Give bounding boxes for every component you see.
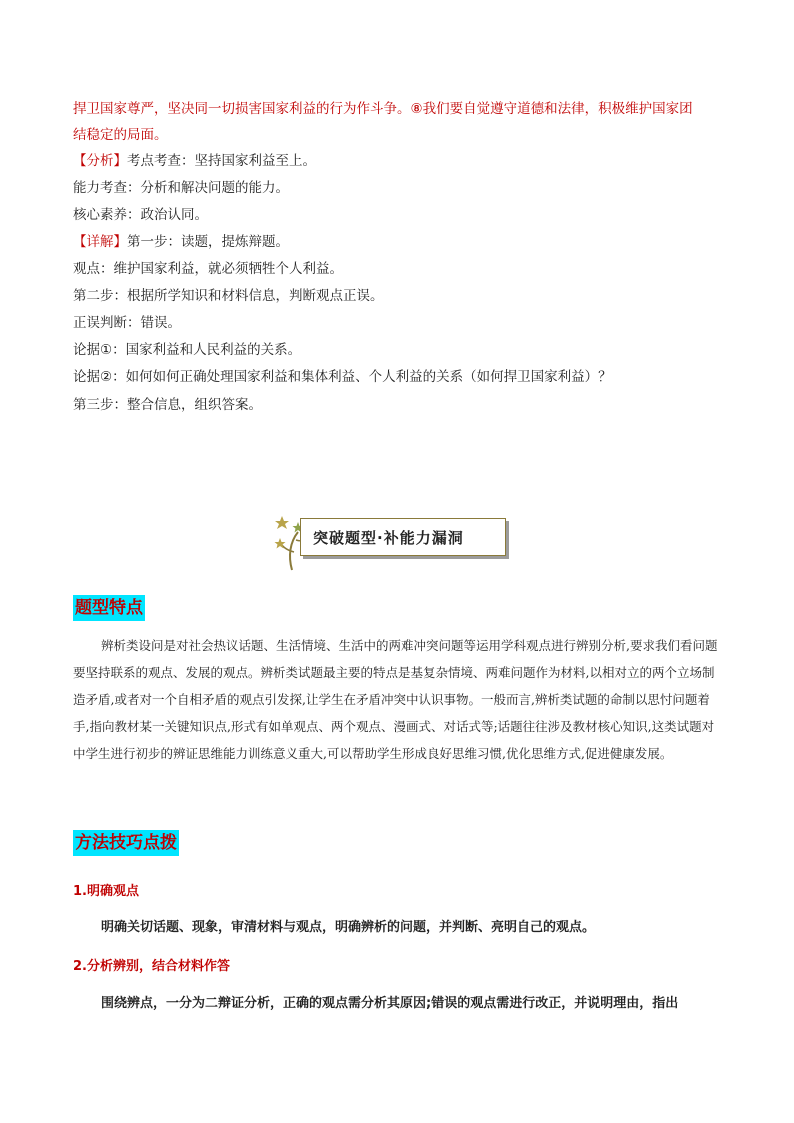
viewpoint-line: 观点：维护国家利益，就必须牺牲个人利益。 — [73, 261, 343, 277]
item-text: 明确关切话题、现象，审清材料与观点，明确辨析的问题，并判断、亮明自己的观点。 — [101, 920, 596, 935]
ability-line: 能力考查：分析和解决问题的能力。 — [73, 180, 289, 196]
banner-box — [300, 518, 506, 556]
text-line: 捍卫国家尊严，坚决同一切损害国家利益的行为作斗争。⑧我们要自觉遵守道德和法律，积极维护国家团 — [73, 101, 693, 117]
step2-line: 第二步：根据所学知识和材料信息，判断观点正误。 — [73, 288, 384, 304]
judgement-line: 正误判断：错误。 — [73, 315, 181, 331]
banner-title: 突破题型·补能力漏洞 — [313, 529, 464, 547]
subheading: 1.明确观点 — [73, 884, 139, 899]
section-heading: 题型特点 — [73, 595, 145, 621]
literacy-line: 核心素养：政治认同。 — [73, 207, 208, 223]
section-heading: 方法技巧点拨 — [73, 830, 179, 856]
item-text: 围绕辨点，一分为二辩证分析，正确的观点需分析其原因;错误的观点需进行改正，并说明理由，指出 — [101, 996, 679, 1011]
paragraph-text: 辨析类设问是对社会热议话题、生活情境、生活中的两难冲突问题等运用学科观点进行辨别分析,要求我们看问题要坚持联系的观点、发展的观点。辨析类试题最主要的特点是基复杂情境、两难问题作为材料,以相对立的两个立场制造矛盾,或者对一个自相矛盾的观点引发探,让学生在矛盾冲突中认识事物。一般而言,辨析类试题的命制以思忖问题着手,指向教材某一关键知识点,形式有如单观点、两个观点、漫画式、对话式等;话题往往涉及教材核心知识,这类试题对中学生进行初步的辨证思维能力训练意义重大,可以帮助学生形成良好思维习惯,优化思维方式,促进健康发展。 — [73, 638, 718, 761]
argument2-line: 论据②：如何如何正确处理国家利益和集体利益、个人利益的关系（如何捍卫国家利益）？ — [73, 369, 612, 385]
text-line: 结稳定的局面。 — [73, 127, 168, 143]
analysis-line — [73, 152, 316, 170]
subheading: 2.分析辨别，结合材料作答 — [73, 959, 230, 974]
step3-line: 第三步：整合信息，组织答案。 — [73, 397, 262, 413]
detail-line — [73, 233, 289, 251]
detail-step1: 第一步：读题，提炼辩题。 — [127, 234, 289, 250]
analysis-kaodian: 考点考查：坚持国家利益至上。 — [127, 153, 316, 169]
section-banner — [272, 512, 508, 572]
detail-label: 【详解】 — [73, 234, 127, 250]
analysis-label: 【分析】 — [73, 153, 127, 169]
argument1-line: 论据①：国家利益和人民利益的关系。 — [73, 342, 302, 358]
section-paragraph — [73, 632, 723, 767]
